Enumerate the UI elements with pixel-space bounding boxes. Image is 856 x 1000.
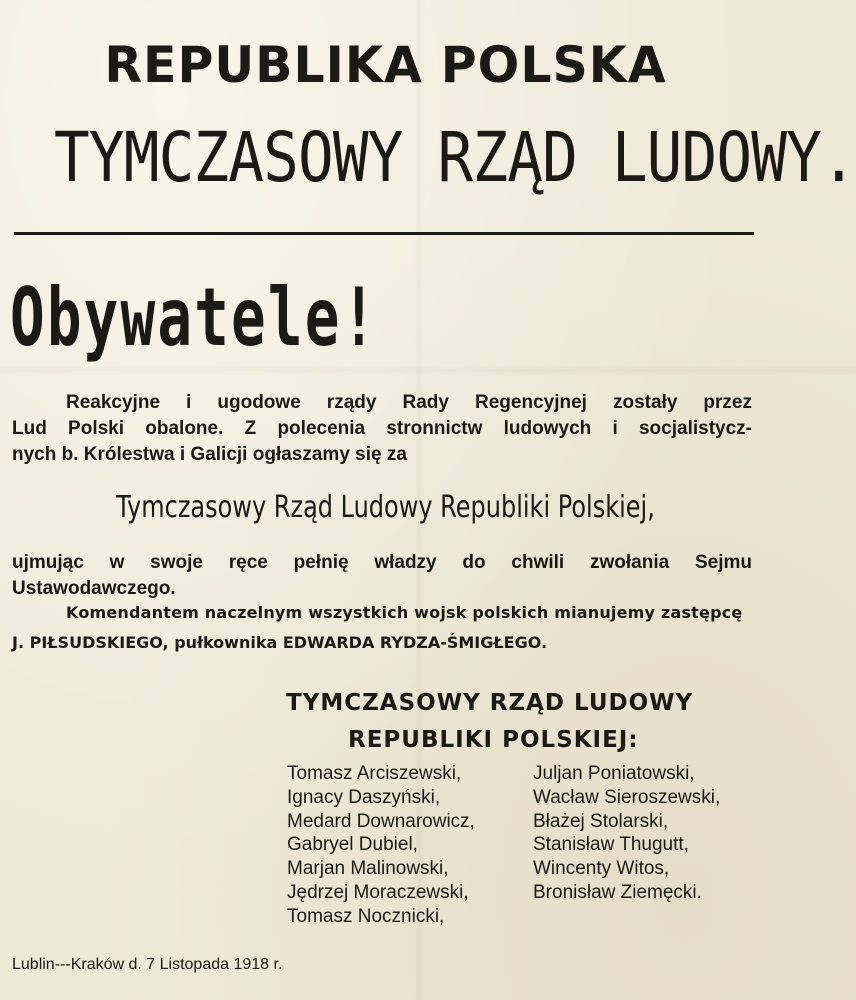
- signatory-name: Wacław Sieroszewski,: [533, 786, 721, 808]
- paragraph-commander: [12, 598, 752, 658]
- signatory-name: Błażej Stolarski,: [533, 810, 669, 832]
- paragraph-intro: [12, 390, 752, 468]
- signatory-name: Juljan Poniatowski,: [533, 763, 695, 784]
- signatory-name: Wincenty Witos,: [533, 858, 670, 880]
- signatories-right-column: [533, 762, 720, 905]
- signature-subheading: REPUBLIKI POLSKIEJ:: [348, 727, 639, 753]
- paragraph-line: Komendantem naczelnym wszystkich wojsk polskich mianujemy zastępcę: [66, 603, 743, 622]
- header-title: REPUBLIKA POLSKA: [104, 36, 667, 94]
- signatory-name: Tomasz Nocznicki,: [287, 905, 445, 927]
- signatories-left-column: [287, 762, 475, 929]
- signatory-name: Gabryel Dubiel,: [287, 834, 418, 856]
- paragraph-line: nych b. Królestwa i Galicji ogłaszamy się za: [12, 444, 407, 465]
- government-name: Tymczasowy Rząd Ludowy Republiki Polskiej,: [116, 490, 655, 525]
- signature-heading: TYMCZASOWY RZĄD LUDOWY: [286, 690, 694, 716]
- signatory-name: Medard Downarowicz,: [287, 810, 475, 832]
- paragraph-line: ujmując w swoje ręce pełnię władzy do chwili zwołania Sejmu: [12, 552, 752, 573]
- signatory-name: Marjan Malinowski,: [287, 858, 449, 880]
- greeting-heading: Obywatele!: [10, 271, 379, 364]
- signatory-name: Stanisław Thugutt,: [533, 834, 689, 856]
- paragraph-power: [12, 550, 752, 602]
- signatory-name: Bronisław Ziemęcki.: [533, 881, 702, 903]
- signatory-name: Tomasz Arciszewski,: [287, 763, 462, 784]
- paragraph-line: J. PIŁSUDSKIEGO, pułkownika EDWARDA RYDZA-ŚMIGŁEGO.: [12, 633, 548, 652]
- paragraph-line: Reakcyjne i ugodowe rządy Rady Regencyjnej zostały przez: [66, 392, 752, 413]
- paragraph-line: Ustawodawczego.: [12, 578, 176, 599]
- header-divider: [14, 232, 754, 235]
- signatory-name: Ignacy Daszyński,: [287, 786, 441, 808]
- header-subtitle: TYMCZASOWY RZĄD LUDOWY.: [53, 118, 856, 198]
- place-date-footer: Lublin---Kraków d. 7 Listopada 1918 r.: [12, 956, 283, 973]
- signatory-name: Jędrzej Moraczewski,: [287, 881, 469, 903]
- paragraph-line: Lud Polski obalone. Z polecenia stronnictw ludowych i socjalistycz-: [12, 418, 752, 439]
